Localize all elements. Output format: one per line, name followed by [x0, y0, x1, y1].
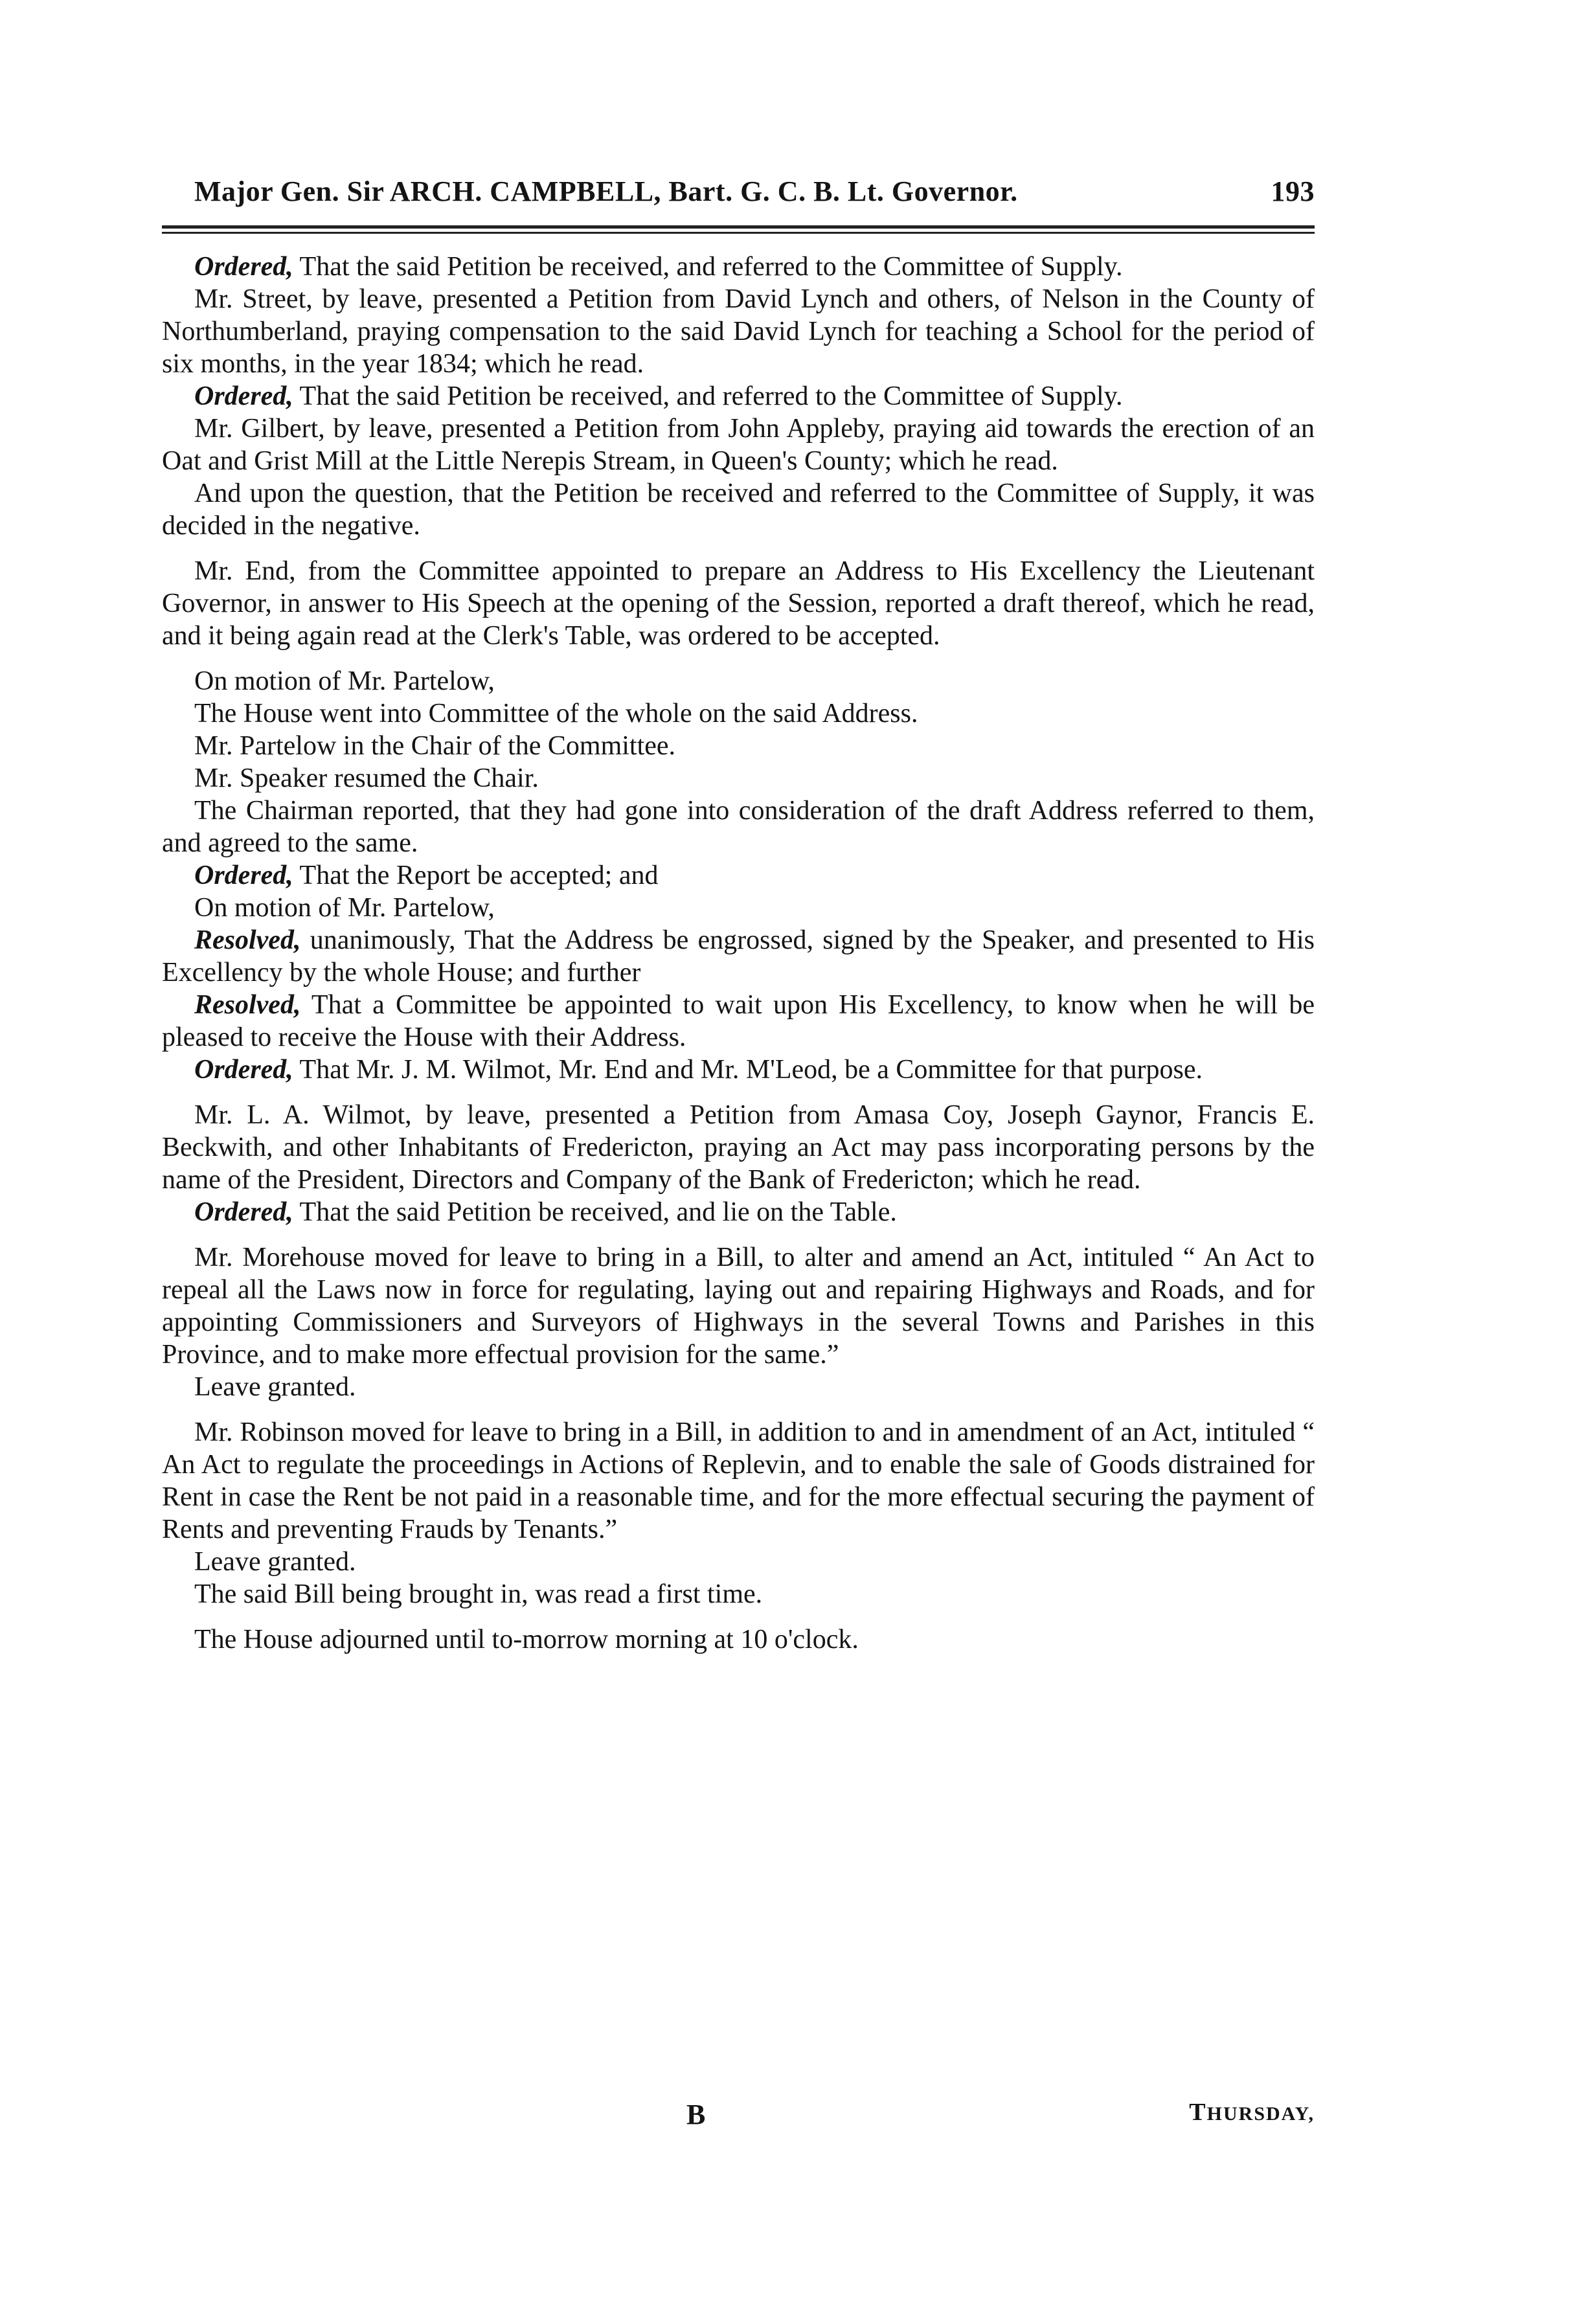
signature-mark: B: [686, 2099, 706, 2130]
paragraph-text: Mr. Speaker resumed the Chair.: [194, 763, 539, 793]
paragraph-text: Leave granted.: [194, 1372, 356, 1402]
paragraph: [162, 412, 1315, 477]
paragraph: [162, 892, 1315, 924]
catchword: [1189, 2098, 1315, 2127]
paragraph: [162, 1196, 1315, 1228]
paragraph: [162, 555, 1315, 652]
paragraph-text: That a Committee be appointed to wait upon His Excellency, to know when he will be pleased to receive the House with their Address.: [162, 990, 1315, 1052]
paragraph-text: That Mr. J. M. Wilmot, Mr. End and Mr. M'Leod, be a Committee for that purpose.: [293, 1055, 1203, 1085]
paragraph-text: The House went into Committee of the whole on the said Address.: [194, 699, 918, 728]
paragraph: [162, 380, 1315, 412]
paragraph-lead: Resolved,: [194, 990, 301, 1020]
paragraph: [162, 697, 1315, 730]
paragraph: [162, 1241, 1315, 1371]
paragraph-text: Mr. Robinson moved for leave to bring in a Bill, in addition to and in amendment of an Act, intituled “ An Act to regulate the proceedings in Actions of Replevin, and to enable the sale of Goods distrained for Rent in case the Rent be not paid in a reasonable time, and for the more effectual securing the payment of Rents and preventing Frauds by Tenants.”: [162, 1417, 1315, 1544]
running-title: Major Gen. Sir ARCH. CAMPBELL, Bart. G. C. B. Lt. Governor.: [194, 175, 1018, 207]
paragraph-lead: Ordered,: [194, 381, 293, 411]
paragraph-text: That the said Petition be received, and lie on the Table.: [293, 1197, 897, 1227]
page-footer: [162, 2098, 1315, 2143]
paragraph-lead: Ordered,: [194, 252, 293, 282]
paragraph-text: Leave granted.: [194, 1547, 356, 1577]
page: [162, 175, 1315, 1656]
catchword-initial: T: [1189, 2099, 1207, 2126]
paragraph: [162, 1416, 1315, 1546]
paragraph: [162, 989, 1315, 1054]
paragraph-text: Mr. L. A. Wilmot, by leave, presented a Petition from Amasa Coy, Joseph Gaynor, Francis E. Beckwith, and other Inhabitants of Fredericton, praying an Act may pass incorporating persons by the name of the President, Directors and Company of the Bank of Fredericton; which he read.: [162, 1100, 1315, 1195]
paragraph: [162, 283, 1315, 380]
paragraph-lead: Resolved,: [194, 925, 301, 955]
paragraph-text: Mr. Morehouse moved for leave to bring in a Bill, to alter and amend an Act, intituled “ An Act to repeal all the Laws now in force for regulating, laying out and repairing Highways and Roads, and for appointing Commissioners and Surveyors of Highways in the several Towns and Parishes in this Province, and to make more effectual provision for the same.”: [162, 1243, 1315, 1370]
journal-body: [162, 251, 1315, 1656]
paragraph-text: Mr. Gilbert, by leave, presented a Petition from John Appleby, praying aid towards the erection of an Oat and Grist Mill at the Little Nerepis Stream, in Queen's County; which he read.: [162, 414, 1315, 476]
page-number: 193: [1271, 175, 1315, 207]
running-header: [162, 175, 1315, 220]
paragraph: [162, 251, 1315, 283]
paragraph: [162, 859, 1315, 892]
paragraph-text: The Chairman reported, that they had gone into consideration of the draft Address referred to them, and agreed to the same.: [162, 796, 1315, 858]
paragraph: [162, 1054, 1315, 1086]
header-rule-thin: [162, 232, 1315, 234]
paragraph-text: unanimously, That the Address be engrossed, signed by the Speaker, and presented to His Excellency by the whole House; and further: [162, 925, 1315, 987]
header-rule-thick: [162, 225, 1315, 229]
paragraph-lead: Ordered,: [194, 861, 293, 890]
paragraph: [162, 1623, 1315, 1656]
paragraph-text: On motion of Mr. Partelow,: [194, 893, 495, 923]
paragraph: [162, 1099, 1315, 1196]
paragraph-text: That the said Petition be received, and referred to the Committee of Supply.: [293, 252, 1123, 282]
paragraph-text: On motion of Mr. Partelow,: [194, 666, 495, 696]
paragraph: [162, 1546, 1315, 1578]
paragraph-text: The House adjourned until to-morrow morning at 10 o'clock.: [194, 1625, 859, 1654]
paragraph-lead: Ordered,: [194, 1197, 293, 1227]
paragraph: [162, 795, 1315, 859]
paragraph-text: The said Bill being brought in, was read a first time.: [194, 1579, 763, 1609]
paragraph-text: And upon the question, that the Petition be received and referred to the Committee of Supply, it was decided in the negative.: [162, 479, 1315, 541]
paragraph-text: Mr. End, from the Committee appointed to prepare an Address to His Excellency the Lieutenant Governor, in answer to His Speech at the opening of the Session, reported a draft thereof, which he read, and it being again read at the Clerk's Table, was ordered to be accepted.: [162, 556, 1315, 651]
paragraph-text: Mr. Partelow in the Chair of the Committee.: [194, 731, 676, 761]
paragraph-text: That the Report be accepted; and: [293, 861, 659, 890]
paragraph: [162, 762, 1315, 795]
paragraph: [162, 1371, 1315, 1403]
paragraph: [162, 1578, 1315, 1610]
catchword-rest: HURSDAY,: [1206, 2103, 1315, 2125]
paragraph-lead: Ordered,: [194, 1055, 293, 1085]
paragraph: [162, 477, 1315, 542]
paragraph: [162, 665, 1315, 697]
paragraph-text: Mr. Street, by leave, presented a Petition from David Lynch and others, of Nelson in the County of Northumberland, praying compensation to the said David Lynch for teaching a School for the period of six months, in the year 1834; which he read.: [162, 284, 1315, 379]
paragraph-text: That the said Petition be received, and referred to the Committee of Supply.: [293, 381, 1123, 411]
paragraph: [162, 730, 1315, 762]
paragraph: [162, 924, 1315, 989]
